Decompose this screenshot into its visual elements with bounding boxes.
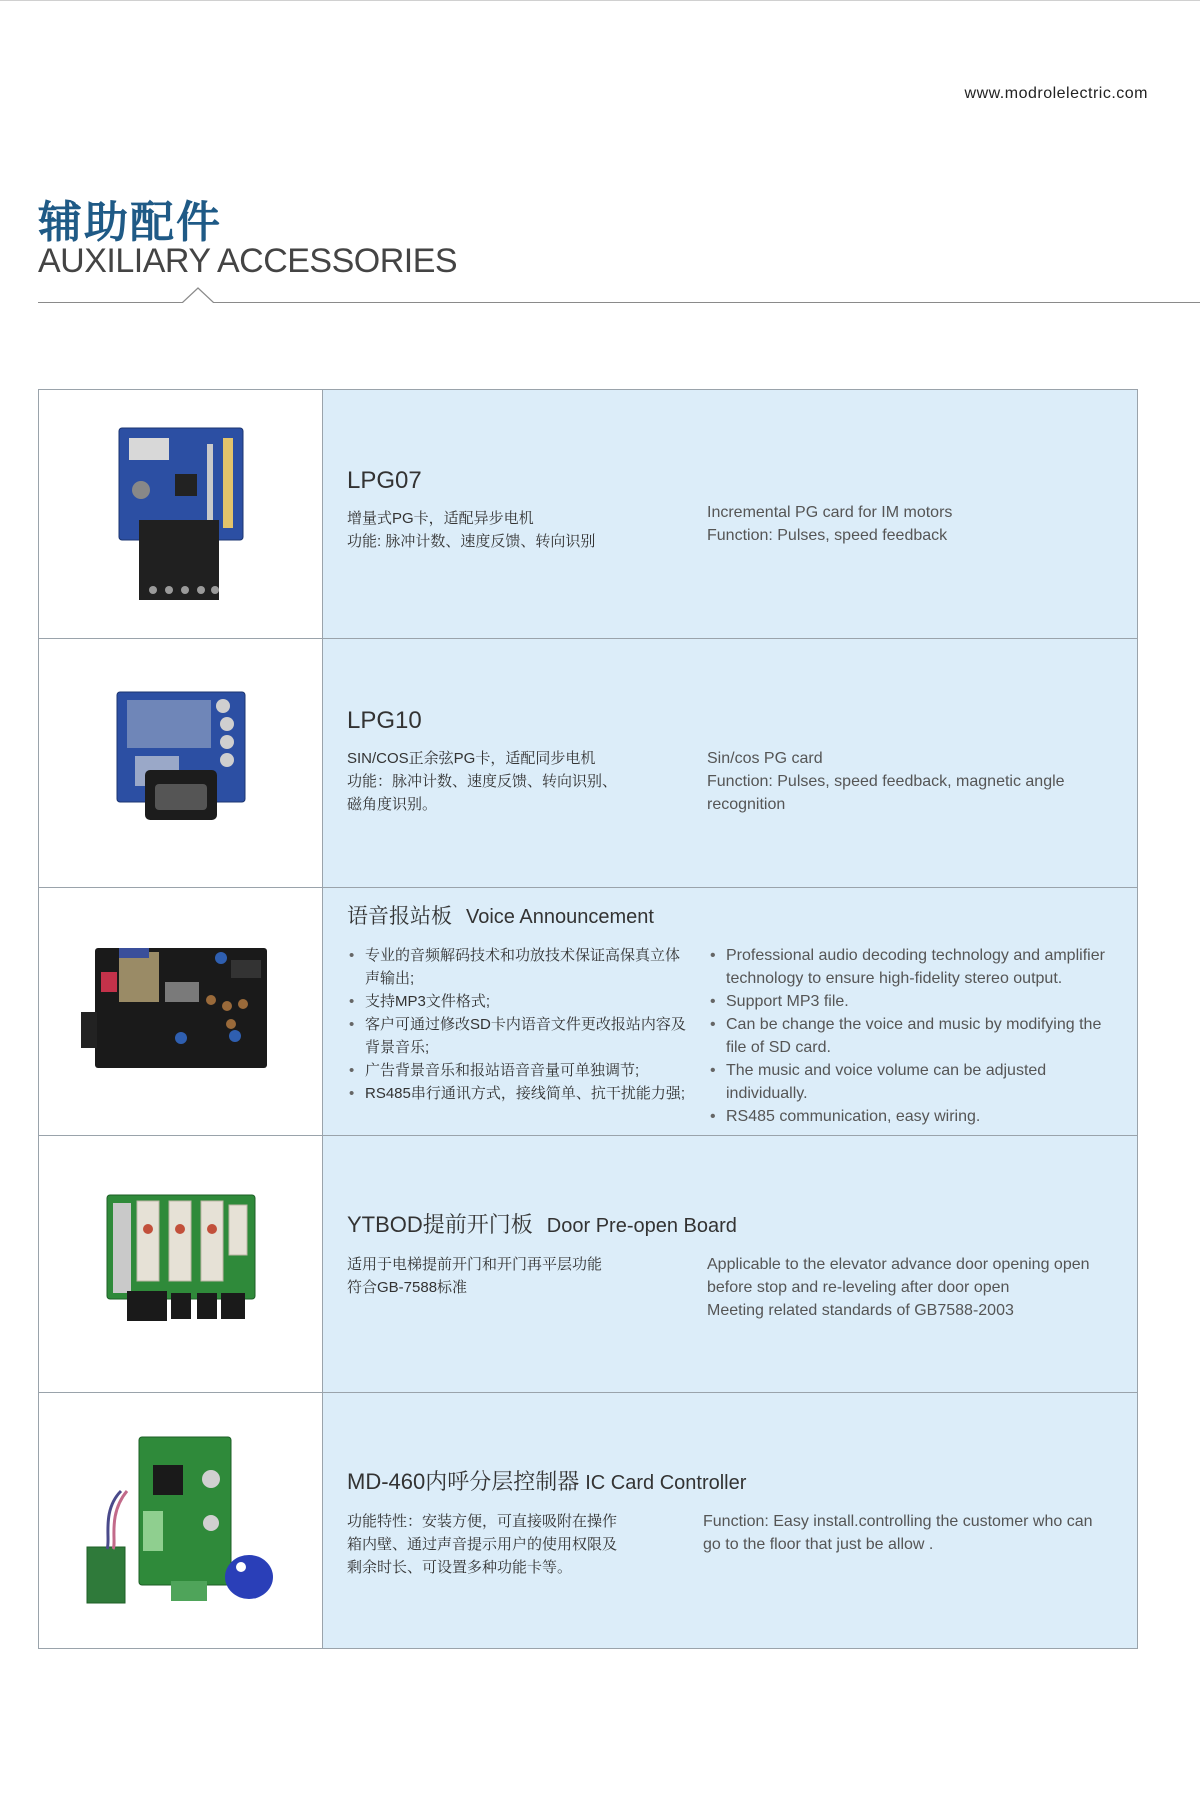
feature-bullet: • 广告背景音乐和报站语音音量可单独调节;	[347, 1059, 692, 1082]
page-title-cn: 辅助配件	[38, 198, 222, 247]
pg-card-board-icon	[111, 424, 251, 604]
product-title	[347, 1465, 1115, 1496]
product-desc-en	[707, 747, 1115, 816]
desc-line: 磁角度识别。	[347, 796, 438, 813]
desc-line: 剩余时长、可设置多种功能卡等。	[347, 1559, 573, 1576]
desc-line: 增量式PG卡，适配异步电机	[347, 510, 534, 527]
product-desc-en	[708, 944, 1115, 1128]
product-image-cell	[39, 888, 323, 1135]
ic-card-controller-icon	[81, 1431, 281, 1611]
product-desc-cn	[347, 1510, 703, 1579]
product-desc-en	[703, 1510, 1115, 1579]
product-desc-cn	[347, 507, 707, 553]
feature-bullet: • 支持MP3文件格式;	[347, 990, 692, 1013]
product-title	[347, 1208, 1115, 1239]
title-notch	[182, 287, 214, 303]
product-info-cell	[323, 1393, 1137, 1648]
product-image-cell	[39, 1393, 323, 1648]
product-image-cell	[39, 390, 323, 638]
product-info-cell	[323, 888, 1137, 1135]
product-title-en: IC Card Controller	[585, 1472, 747, 1494]
feature-bullet: • RS485 communication, easy wiring.	[708, 1105, 1115, 1128]
relay-board-icon	[101, 1189, 261, 1339]
feature-bullet: • 客户可通过修改SD卡内语音文件更改报站内容及背景音乐;	[347, 1013, 692, 1059]
product-desc-cn	[347, 944, 692, 1128]
desc-line: Function: Easy install.controlling the customer who can	[703, 1513, 1093, 1530]
voice-board-icon	[81, 942, 281, 1082]
product-title-cn: 语音报站板	[347, 905, 452, 928]
product-title-en: Door Pre-open Board	[546, 1215, 737, 1237]
desc-line: before stop and re-leveling after door open	[707, 1279, 1010, 1296]
product-desc-en	[707, 501, 1115, 553]
product-title-cn: MD-460内呼分层控制器	[347, 1469, 580, 1494]
page-title-en: AUXILIARY ACCESSORIES	[38, 242, 458, 280]
product-info-cell	[323, 639, 1137, 887]
desc-line: 功能：脉冲计数、速度反馈、转向识别、	[347, 773, 618, 790]
desc-line: 箱内壁、通过声音提示用户的使用权限及	[347, 1536, 618, 1553]
desc-line: Meeting related standards of GB7588-2003	[707, 1302, 1014, 1319]
desc-line: Applicable to the elevator advance door opening open	[707, 1256, 1090, 1273]
product-desc-cn	[347, 1253, 707, 1322]
desc-line: 功能: 脉冲计数、速度反馈、转向识别	[347, 533, 596, 550]
website-url: www.modrolelectric.com	[964, 85, 1148, 102]
product-image-cell	[39, 1136, 323, 1392]
feature-bullet: • 专业的音频解码技术和功放技术保证高保真立体声输出;	[347, 944, 692, 990]
product-title: LPG07	[347, 467, 422, 494]
desc-line: recognition	[707, 796, 786, 813]
desc-line: Sin/cos PG card	[707, 750, 823, 767]
desc-line: 符合GB-7588标准	[347, 1279, 468, 1296]
product-row-lpg10	[39, 638, 1137, 887]
product-title: LPG10	[347, 707, 422, 734]
top-rule	[0, 0, 1200, 1]
product-row-voice-announcement	[39, 887, 1137, 1135]
product-title-cn: YTBOD提前开门板	[347, 1212, 533, 1237]
feature-bullet: • The music and voice volume can be adjusted individually.	[708, 1059, 1115, 1105]
feature-bullet: • Can be change the voice and music by modifying the file of SD card.	[708, 1013, 1115, 1059]
sincos-pg-card-board-icon	[111, 688, 251, 838]
desc-line: 功能特性：安装方便，可直接吸附在操作	[347, 1513, 618, 1530]
product-info-cell	[323, 1136, 1137, 1392]
desc-line: Function: Pulses, speed feedback	[707, 527, 948, 544]
desc-line: 适用于电梯提前开门和开门再平层功能	[347, 1256, 603, 1273]
accessories-table	[38, 389, 1138, 1649]
product-row-door-pre-open	[39, 1135, 1137, 1392]
product-row-lpg07	[39, 390, 1137, 638]
product-row-ic-card-controller	[39, 1392, 1137, 1648]
desc-line: Function: Pulses, speed feedback, magnetic angle	[707, 773, 1065, 790]
desc-line: SIN/COS正余弦PG卡，适配同步电机	[347, 750, 596, 767]
product-info-cell	[323, 390, 1137, 638]
product-image-cell	[39, 639, 323, 887]
product-title	[347, 900, 1115, 930]
feature-bullet: • RS485串行通讯方式，接线简单、抗干扰能力强;	[347, 1082, 692, 1105]
product-desc-cn	[347, 747, 707, 816]
desc-line: Incremental PG card for IM motors	[707, 504, 953, 521]
product-desc-en	[707, 1253, 1115, 1322]
product-title-en: Voice Announcement	[466, 906, 654, 928]
feature-bullet: • Professional audio decoding technology and amplifier technology to ensure high-fidelity stereo output.	[708, 944, 1115, 990]
feature-bullet: • Support MP3 file.	[708, 990, 1115, 1013]
desc-line: go to the floor that just be allow .	[703, 1536, 934, 1553]
